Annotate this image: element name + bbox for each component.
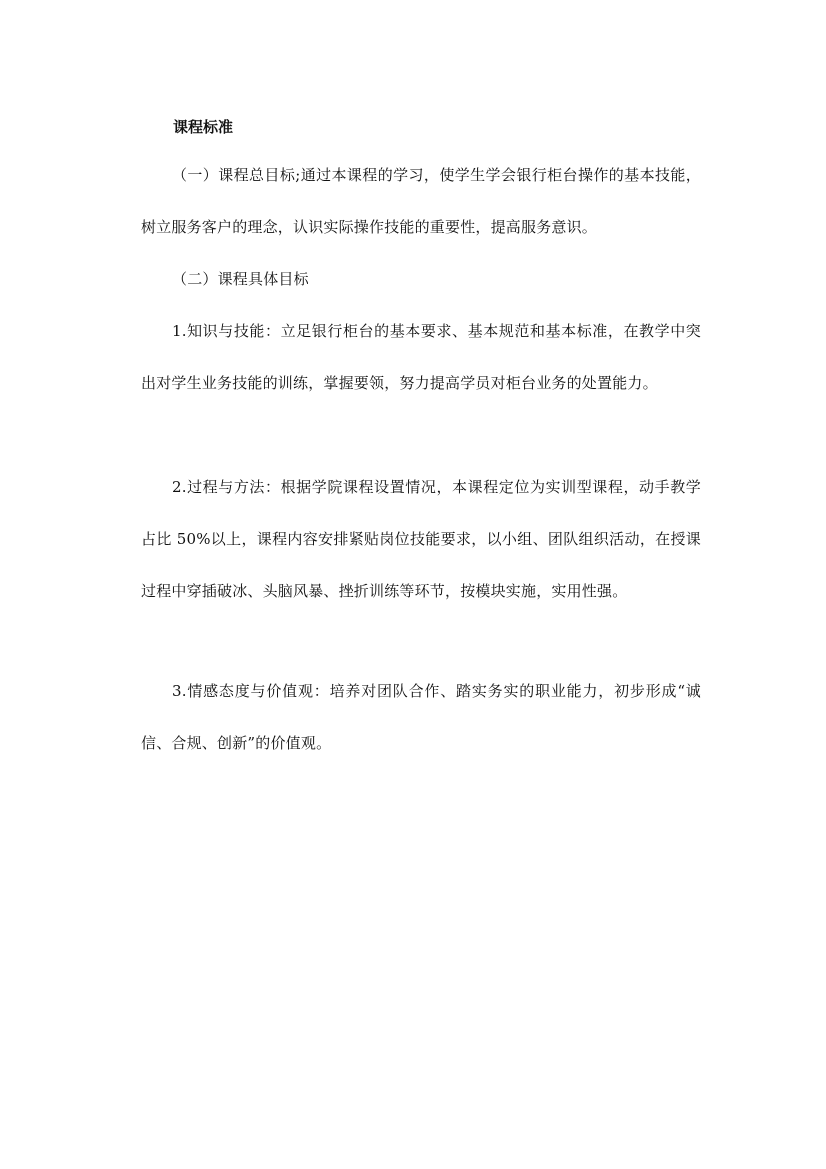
paragraph-specific-goals-heading: （二）课程具体目标 bbox=[172, 270, 309, 288]
paragraph-knowledge-skills: 1.知识与技能：立足银行柜台的基本要求、基本规范和基本标准，在教学中突出对学生业务技能的训练，掌握要领，努力提高学员对柜台业务的处置能力。 bbox=[141, 322, 701, 392]
paragraph-attitudes-values: 3.情感态度与价值观：培养对团队合作、踏实务实的职业能力，初步形成“诚信、合规、创新”的价值观。 bbox=[141, 682, 701, 752]
paragraph-process-methods: 2.过程与方法：根据学院课程设置情况，本课程定位为实训型课程，动手教学占比 50%以上，课程内容安排紧贴岗位技能要求，以小组、团队组织活动，在授课过程中穿插破冰、头脑风暴、挫折训练等环节，按模块实施，实用性强。 bbox=[141, 478, 701, 600]
document-title: 课程标准 bbox=[173, 118, 234, 136]
paragraph-overall-goal: （一）课程总目标;通过本课程的学习，使学生学会银行柜台操作的基本技能，树立服务客户的理念，认识实际操作技能的重要性，提高服务意识。 bbox=[141, 166, 701, 236]
